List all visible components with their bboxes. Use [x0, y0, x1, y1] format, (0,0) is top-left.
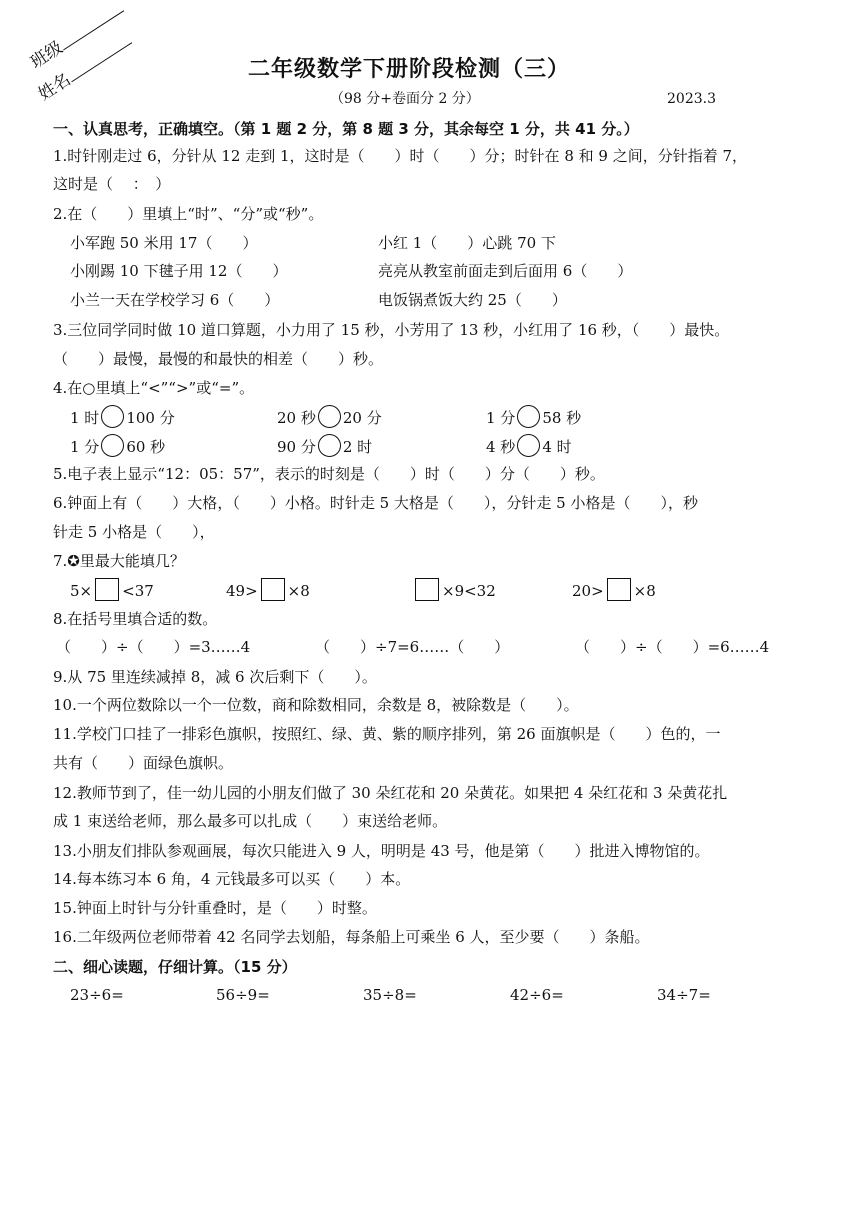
exam-date: 2023.3 — [667, 91, 716, 107]
compare-item: 1 分 58 秒 — [486, 405, 581, 428]
answer-circle[interactable] — [318, 434, 341, 457]
calc-problem: 23÷6= — [70, 986, 124, 1004]
question-8: 8.在括号里填合适的数。 — [53, 610, 218, 628]
question-3-line1: 3.三位同学同时做 10 道口算题，小力用了 15 秒，小芳用了 13 秒，小红用了 16 秒，（ ）最快。 — [53, 321, 730, 339]
answer-box[interactable] — [95, 578, 119, 601]
section2-heading: 二、细心读题，仔细计算。（15 分） — [53, 958, 297, 976]
answer-box[interactable] — [607, 578, 631, 601]
class-label: 班级 — [24, 0, 127, 73]
question-10: 10.一个两位数除以一个一位数，商和除数相同，余数是 8，被除数是（ ）。 — [53, 696, 579, 714]
question-1-line2: 这时是（ ： ） — [53, 175, 171, 193]
section1-heading: 一、认真思考，正确填空。（第 1 题 2 分，第 8 题 3 分，其余每空 1 分，共 41 分。） — [53, 120, 639, 138]
answer-box[interactable] — [261, 578, 285, 601]
fill-box-item: 5× <37 — [70, 578, 154, 601]
question-2-item: 小军跑 50 米用 17（ ） — [70, 234, 258, 252]
calc-problem: 35÷8= — [363, 986, 417, 1004]
fill-box-item: 20> ×8 — [572, 578, 656, 601]
fill-box-item: ×9<32 — [412, 578, 496, 601]
question-2-item: 小兰一天在学校学习 6（ ） — [70, 291, 280, 309]
question-8-item: （ ）÷（ ）=3……4 — [56, 638, 251, 656]
question-2-item: 小刚踢 10 下毽子用 12（ ） — [70, 262, 288, 280]
question-5: 5.电子表上显示“12：05：57”，表示的时刻是（ ）时（ ）分（ ）秒。 — [53, 465, 605, 483]
compare-item: 1 分 60 秒 — [70, 434, 165, 457]
question-2-item: 亮亮从教室前面走到后面用 6（ ） — [378, 262, 633, 280]
answer-circle[interactable] — [517, 405, 540, 428]
calc-problem: 56÷9= — [216, 986, 270, 1004]
question-8-item: （ ）÷（ ）=6……4 — [575, 638, 770, 656]
question-9: 9.从 75 里连续减掉 8，减 6 次后剩下（ ）。 — [53, 668, 377, 686]
question-12-line2: 成 1 束送给老师，那么最多可以扎成（ ）束送给老师。 — [53, 812, 448, 830]
fill-box-item: 49> ×8 — [226, 578, 310, 601]
question-2-item: 电饭锅煮饭大约 25（ ） — [378, 291, 567, 309]
compare-item: 20 秒 20 分 — [277, 405, 382, 428]
question-4: 4.在○里填上“<”“>”或“=”。 — [53, 379, 255, 397]
answer-circle[interactable] — [101, 434, 124, 457]
question-1-line1: 1.时针刚走过 6，分针从 12 走到 1，这时是（ ）时（ ）分；时针在 8 和 9 之间，分针指着 7， — [53, 147, 748, 165]
question-7: 7.✪里最大能填几？ — [53, 552, 185, 570]
question-11-line1: 11.学校门口挂了一排彩色旗帜，按照红、绿、黄、紫的顺序排列，第 26 面旗帜是（ ）色的，一 — [53, 725, 721, 743]
calc-problem: 34÷7= — [657, 986, 711, 1004]
compare-item: 4 秒 4 时 — [486, 434, 572, 457]
answer-circle[interactable] — [318, 405, 341, 428]
compare-item: 90 分 2 时 — [277, 434, 372, 457]
question-2: 2.在（ ）里填上“时”、“分”或“秒”。 — [53, 205, 324, 223]
question-6-line2: 针走 5 小格是（ ）， — [53, 523, 215, 541]
question-6-line1: 6.钟面上有（ ）大格，（ ）小格。时针走 5 大格是（ ），分针走 5 小格是（ ），秒 — [53, 494, 698, 512]
question-11-line2: 共有（ ）面绿色旗帜。 — [53, 754, 234, 772]
score-note: （98 分+卷面分 2 分） — [330, 91, 480, 107]
question-16: 16.二年级两位老师带着 42 名同学去划船，每条船上可乘坐 6 人，至少要（ ）条船。 — [53, 928, 650, 946]
answer-circle[interactable] — [101, 405, 124, 428]
calc-problem: 42÷6= — [510, 986, 564, 1004]
question-14: 14.每本练习本 6 角，4 元钱最多可以买（ ）本。 — [53, 870, 411, 888]
name-label: 姓名 — [32, 26, 135, 105]
question-13: 13.小朋友们排队参观画展，每次只能进入 9 人，明明是 43 号，他是第（ ）批进入博物馆的。 — [53, 842, 710, 860]
answer-box[interactable] — [415, 578, 439, 601]
question-12-line1: 12.教师节到了，佳一幼儿园的小朋友们做了 30 朵红花和 20 朵黄花。如果把 4 朵红花和 3 朵黄花扎 — [53, 784, 728, 802]
answer-circle[interactable] — [517, 434, 540, 457]
question-3-line2: （ ）最慢，最慢的和最快的相差（ ）秒。 — [53, 350, 384, 368]
question-2-item: 小红 1（ ）心跳 70 下 — [378, 234, 556, 252]
question-15: 15.钟面上时针与分针重叠时，是（ ）时整。 — [53, 899, 377, 917]
compare-item: 1 时 100 分 — [70, 405, 175, 428]
question-8-item: （ ）÷7=6……（ ） — [315, 638, 510, 656]
page-title: 二年级数学下册阶段检测（三） — [248, 57, 571, 82]
